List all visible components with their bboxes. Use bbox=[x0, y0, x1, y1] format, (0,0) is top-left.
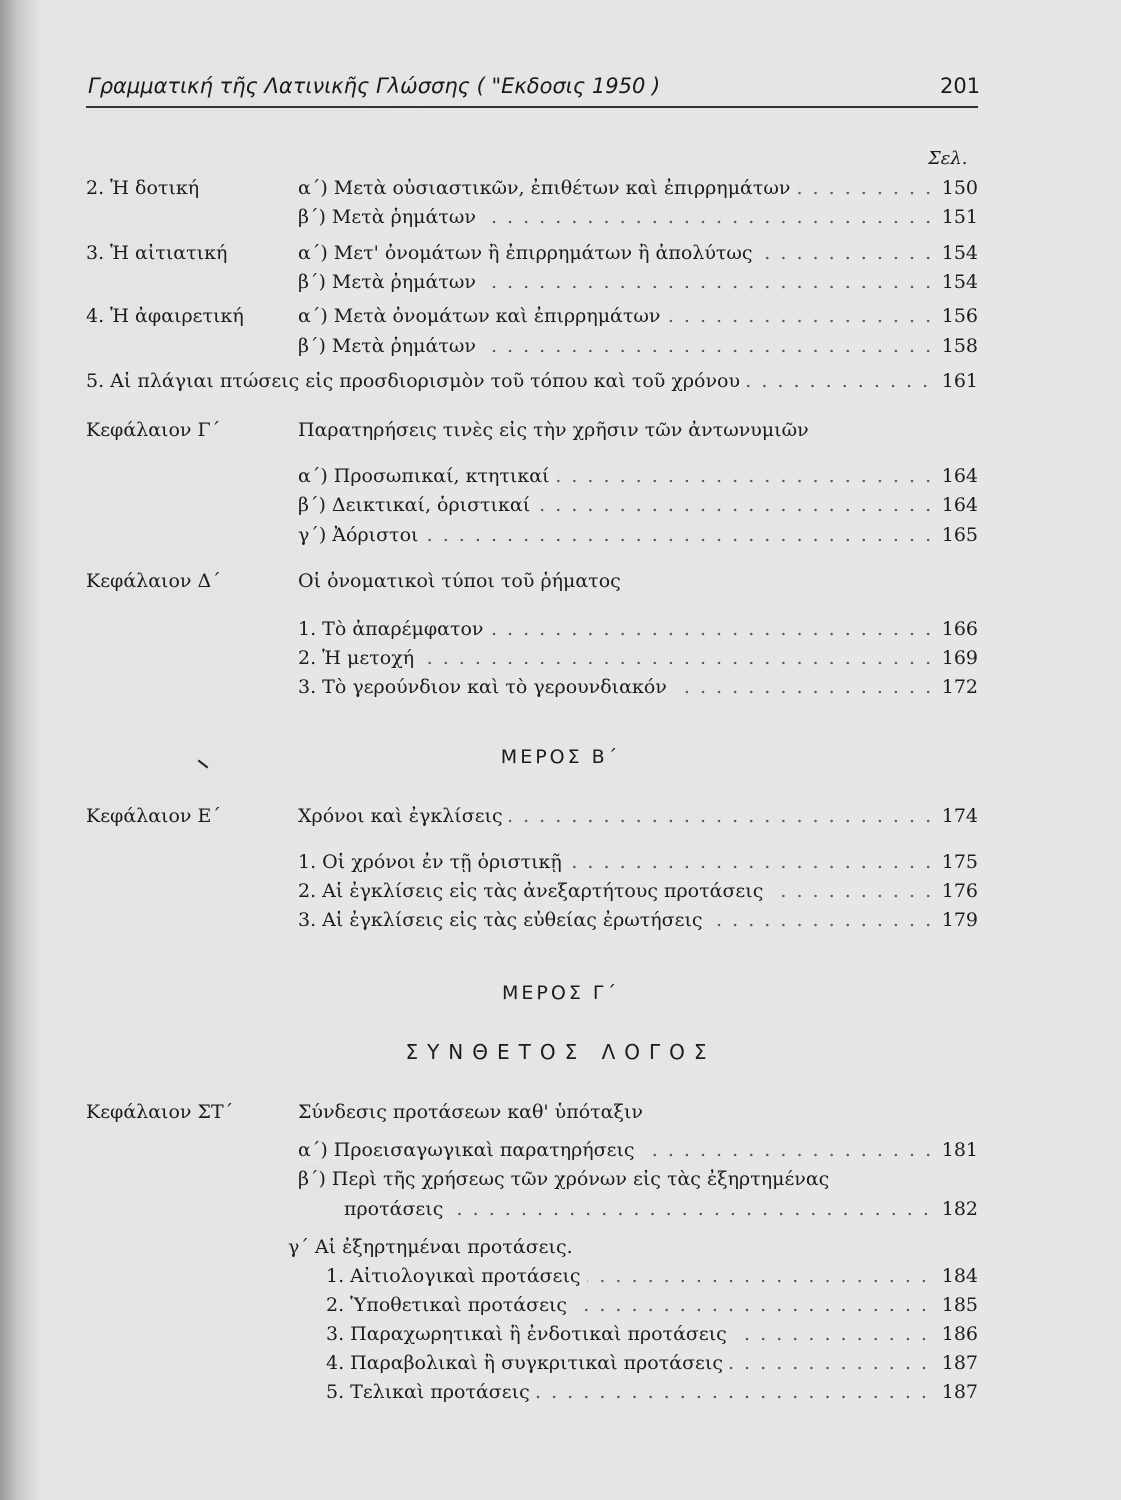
toc-entry[interactable]: α΄) Μετὰ οὐσιαστικῶν, ἐπιθέτων καὶ ἐπιρρημάτων . . . bbox=[298, 174, 930, 202]
toc-group bbox=[86, 302, 978, 330]
toc-group bbox=[86, 848, 978, 876]
toc-page: 187 bbox=[941, 1352, 978, 1374]
toc-page: 175 bbox=[941, 851, 978, 873]
toc-entry[interactable]: α΄) Προσωπικαί, κτητικαί . . . bbox=[298, 462, 930, 490]
toc-group bbox=[86, 462, 978, 490]
page-column-header: Σελ. bbox=[928, 148, 968, 169]
toc-entry[interactable]: 3. Αἱ ἐγκλίσεις εἰς τὰς εὐθείας ἐρωτήσεις . . . bbox=[298, 906, 930, 934]
part-b-heading: ΜΕΡΟΣ Β΄ bbox=[500, 746, 621, 768]
toc-entry[interactable]: γ΄) Ἀόριστοι . . . bbox=[298, 521, 930, 549]
toc-entry[interactable]: 5. Τελικαὶ προτάσεις . . . bbox=[326, 1378, 930, 1406]
toc-page: 158 bbox=[941, 335, 978, 357]
toc-entry[interactable]: β΄) Μετὰ ῥημάτων . . . bbox=[298, 268, 930, 296]
toc-entry[interactable]: β΄) Μετὰ ῥημάτων . . . bbox=[298, 203, 930, 231]
toc-entry[interactable]: α΄) Προεισαγωγικαὶ παρατηρήσεις . . . bbox=[298, 1136, 930, 1164]
toc-group bbox=[86, 239, 978, 267]
toc-group bbox=[86, 203, 978, 231]
toc-entry[interactable]: 2. Ὑποθετικαὶ προτάσεις . . . bbox=[326, 1291, 930, 1319]
toc-entry[interactable]: 5. Αἱ πλάγιαι πτώσεις εἰς προσδιορισμὸν τοῦ τόπου καὶ τοῦ χρόνου . . . bbox=[86, 367, 930, 395]
toc-page: 187 bbox=[941, 1381, 978, 1403]
toc-page: 186 bbox=[941, 1323, 978, 1345]
subsection-heading: γ΄ Αἱ ἐξηρτημέναι προτάσεις. bbox=[288, 1236, 573, 1258]
toc-entry[interactable]: β΄) Δεικτικαί, ὁριστικαί . . . bbox=[298, 491, 930, 519]
toc-page: 154 bbox=[941, 271, 978, 293]
chapter-title[interactable]: Χρόνοι καὶ ἐγκλίσεις . . . bbox=[298, 802, 930, 830]
page-number: 201 bbox=[940, 74, 981, 98]
toc-entry[interactable]: προτάσεις . . . bbox=[344, 1195, 930, 1223]
toc-entry[interactable]: 3. Τὸ γερούνδιον καὶ τὸ γερουνδιακόν . . . bbox=[298, 673, 930, 701]
toc-page: 176 bbox=[941, 880, 978, 902]
toc-group bbox=[86, 521, 978, 549]
toc-page: 166 bbox=[941, 618, 978, 640]
toc-group bbox=[86, 491, 978, 519]
toc-page: 165 bbox=[941, 524, 978, 546]
toc-page: 184 bbox=[941, 1265, 978, 1287]
toc-page: 181 bbox=[941, 1139, 978, 1161]
toc-group bbox=[86, 1165, 978, 1193]
toc-entry[interactable]: 2. Αἱ ἐγκλίσεις εἰς τὰς ἀνεξαρτήτους προτάσεις . . . bbox=[298, 877, 930, 905]
toc-group bbox=[86, 1262, 978, 1290]
case-label: 3. Ἡ αἰτιατική bbox=[86, 242, 228, 264]
toc-group bbox=[86, 673, 978, 701]
toc-entry[interactable]: 1. Οἱ χρόνοι ἐν τῇ ὁριστικῇ . . . bbox=[298, 848, 930, 876]
toc-entry[interactable]: α΄) Μετ' ὀνομάτων ἢ ἐπιρρημάτων ἢ ἀπολύτως . . . bbox=[298, 239, 930, 267]
chapter-label: Κεφάλαιον Δ΄ bbox=[86, 570, 221, 592]
toc-group bbox=[86, 332, 978, 360]
toc-group bbox=[86, 877, 978, 905]
toc-page: 164 bbox=[941, 494, 978, 516]
toc-group bbox=[86, 1291, 978, 1319]
toc-page: 174 bbox=[941, 805, 978, 827]
chapter-label: Κεφάλαιον Ε΄ bbox=[86, 805, 221, 827]
toc-entry[interactable]: 1. Αἰτιολογικαὶ προτάσεις . . . bbox=[326, 1262, 930, 1290]
toc-group bbox=[86, 367, 978, 395]
toc-page: 182 bbox=[941, 1198, 978, 1220]
chapter-title: Παρατηρήσεις τινὲς εἰς τὴν χρῆσιν τῶν ἀντωνυμιῶν bbox=[298, 419, 809, 441]
toc-page: 169 bbox=[941, 647, 978, 669]
toc-page: 172 bbox=[941, 676, 978, 698]
toc-page: 156 bbox=[941, 305, 978, 327]
toc-group bbox=[86, 1136, 978, 1164]
toc-entry[interactable]: α΄) Μετὰ ὀνομάτων καὶ ἐπιρρημάτων . . . bbox=[298, 302, 930, 330]
toc-page: 185 bbox=[941, 1294, 978, 1316]
toc-entry[interactable]: β΄) Μετὰ ῥημάτων . . . bbox=[298, 332, 930, 360]
toc-page: 161 bbox=[941, 370, 978, 392]
chapter-heading bbox=[86, 1098, 978, 1126]
chapter-heading bbox=[86, 416, 978, 444]
toc-group bbox=[86, 1233, 978, 1261]
toc-group bbox=[86, 1320, 978, 1348]
toc-entry[interactable]: 4. Παραβολικαὶ ἢ συγκριτικαὶ προτάσεις . . . bbox=[326, 1349, 930, 1377]
toc-page: 151 bbox=[941, 206, 978, 228]
toc-page: 154 bbox=[941, 242, 978, 264]
chapter-heading bbox=[86, 802, 978, 830]
toc-page: 164 bbox=[941, 465, 978, 487]
part-c-heading: ΜΕΡΟΣ Γ΄ bbox=[502, 982, 619, 1004]
chapter-heading bbox=[86, 567, 978, 595]
toc-entry[interactable]: 1. Τὸ ἀπαρέμφατον . . . bbox=[298, 615, 930, 643]
toc-page: 150 bbox=[941, 177, 978, 199]
toc-page: 179 bbox=[941, 909, 978, 931]
toc-group bbox=[86, 1349, 978, 1377]
toc-group bbox=[86, 1195, 978, 1223]
chapter-label: Κεφάλαιον ΣΤ΄ bbox=[86, 1101, 234, 1123]
toc-entry[interactable]: 2. Ἡ μετοχή . . . bbox=[298, 644, 930, 672]
toc-group bbox=[86, 644, 978, 672]
chapter-title: Οἱ ὀνοματικοὶ τύποι τοῦ ῥήματος bbox=[298, 570, 621, 592]
toc-entry-line: β΄) Περὶ τῆς χρήσεως τῶν χρόνων εἰς τὰς ἐξηρτημένας bbox=[298, 1168, 830, 1190]
chapter-title: Σύνδεσις προτάσεων καθ' ὑπόταξιν bbox=[298, 1101, 643, 1123]
chapter-label: Κεφάλαιον Γ΄ bbox=[86, 419, 221, 441]
toc-group bbox=[86, 906, 978, 934]
toc-group bbox=[86, 174, 978, 202]
toc-group bbox=[86, 268, 978, 296]
toc-entry[interactable]: 3. Παραχωρητικαὶ ἢ ἐνδοτικαὶ προτάσεις . . . bbox=[326, 1320, 930, 1348]
case-label: 4. Ἡ ἀφαιρετική bbox=[86, 305, 244, 327]
header-rule bbox=[86, 106, 978, 108]
toc-group bbox=[86, 615, 978, 643]
toc-group bbox=[86, 1378, 978, 1406]
running-header-title: Γραμματική τῆς Λατινικῆς Γλώσσης ( "Εκδοσις 1950 ) bbox=[88, 74, 661, 98]
case-label: 2. Ἡ δοτική bbox=[86, 177, 200, 199]
part-c-title: ΣΥΝΘΕΤΟΣ ΛΟΓΟΣ bbox=[405, 1040, 716, 1064]
